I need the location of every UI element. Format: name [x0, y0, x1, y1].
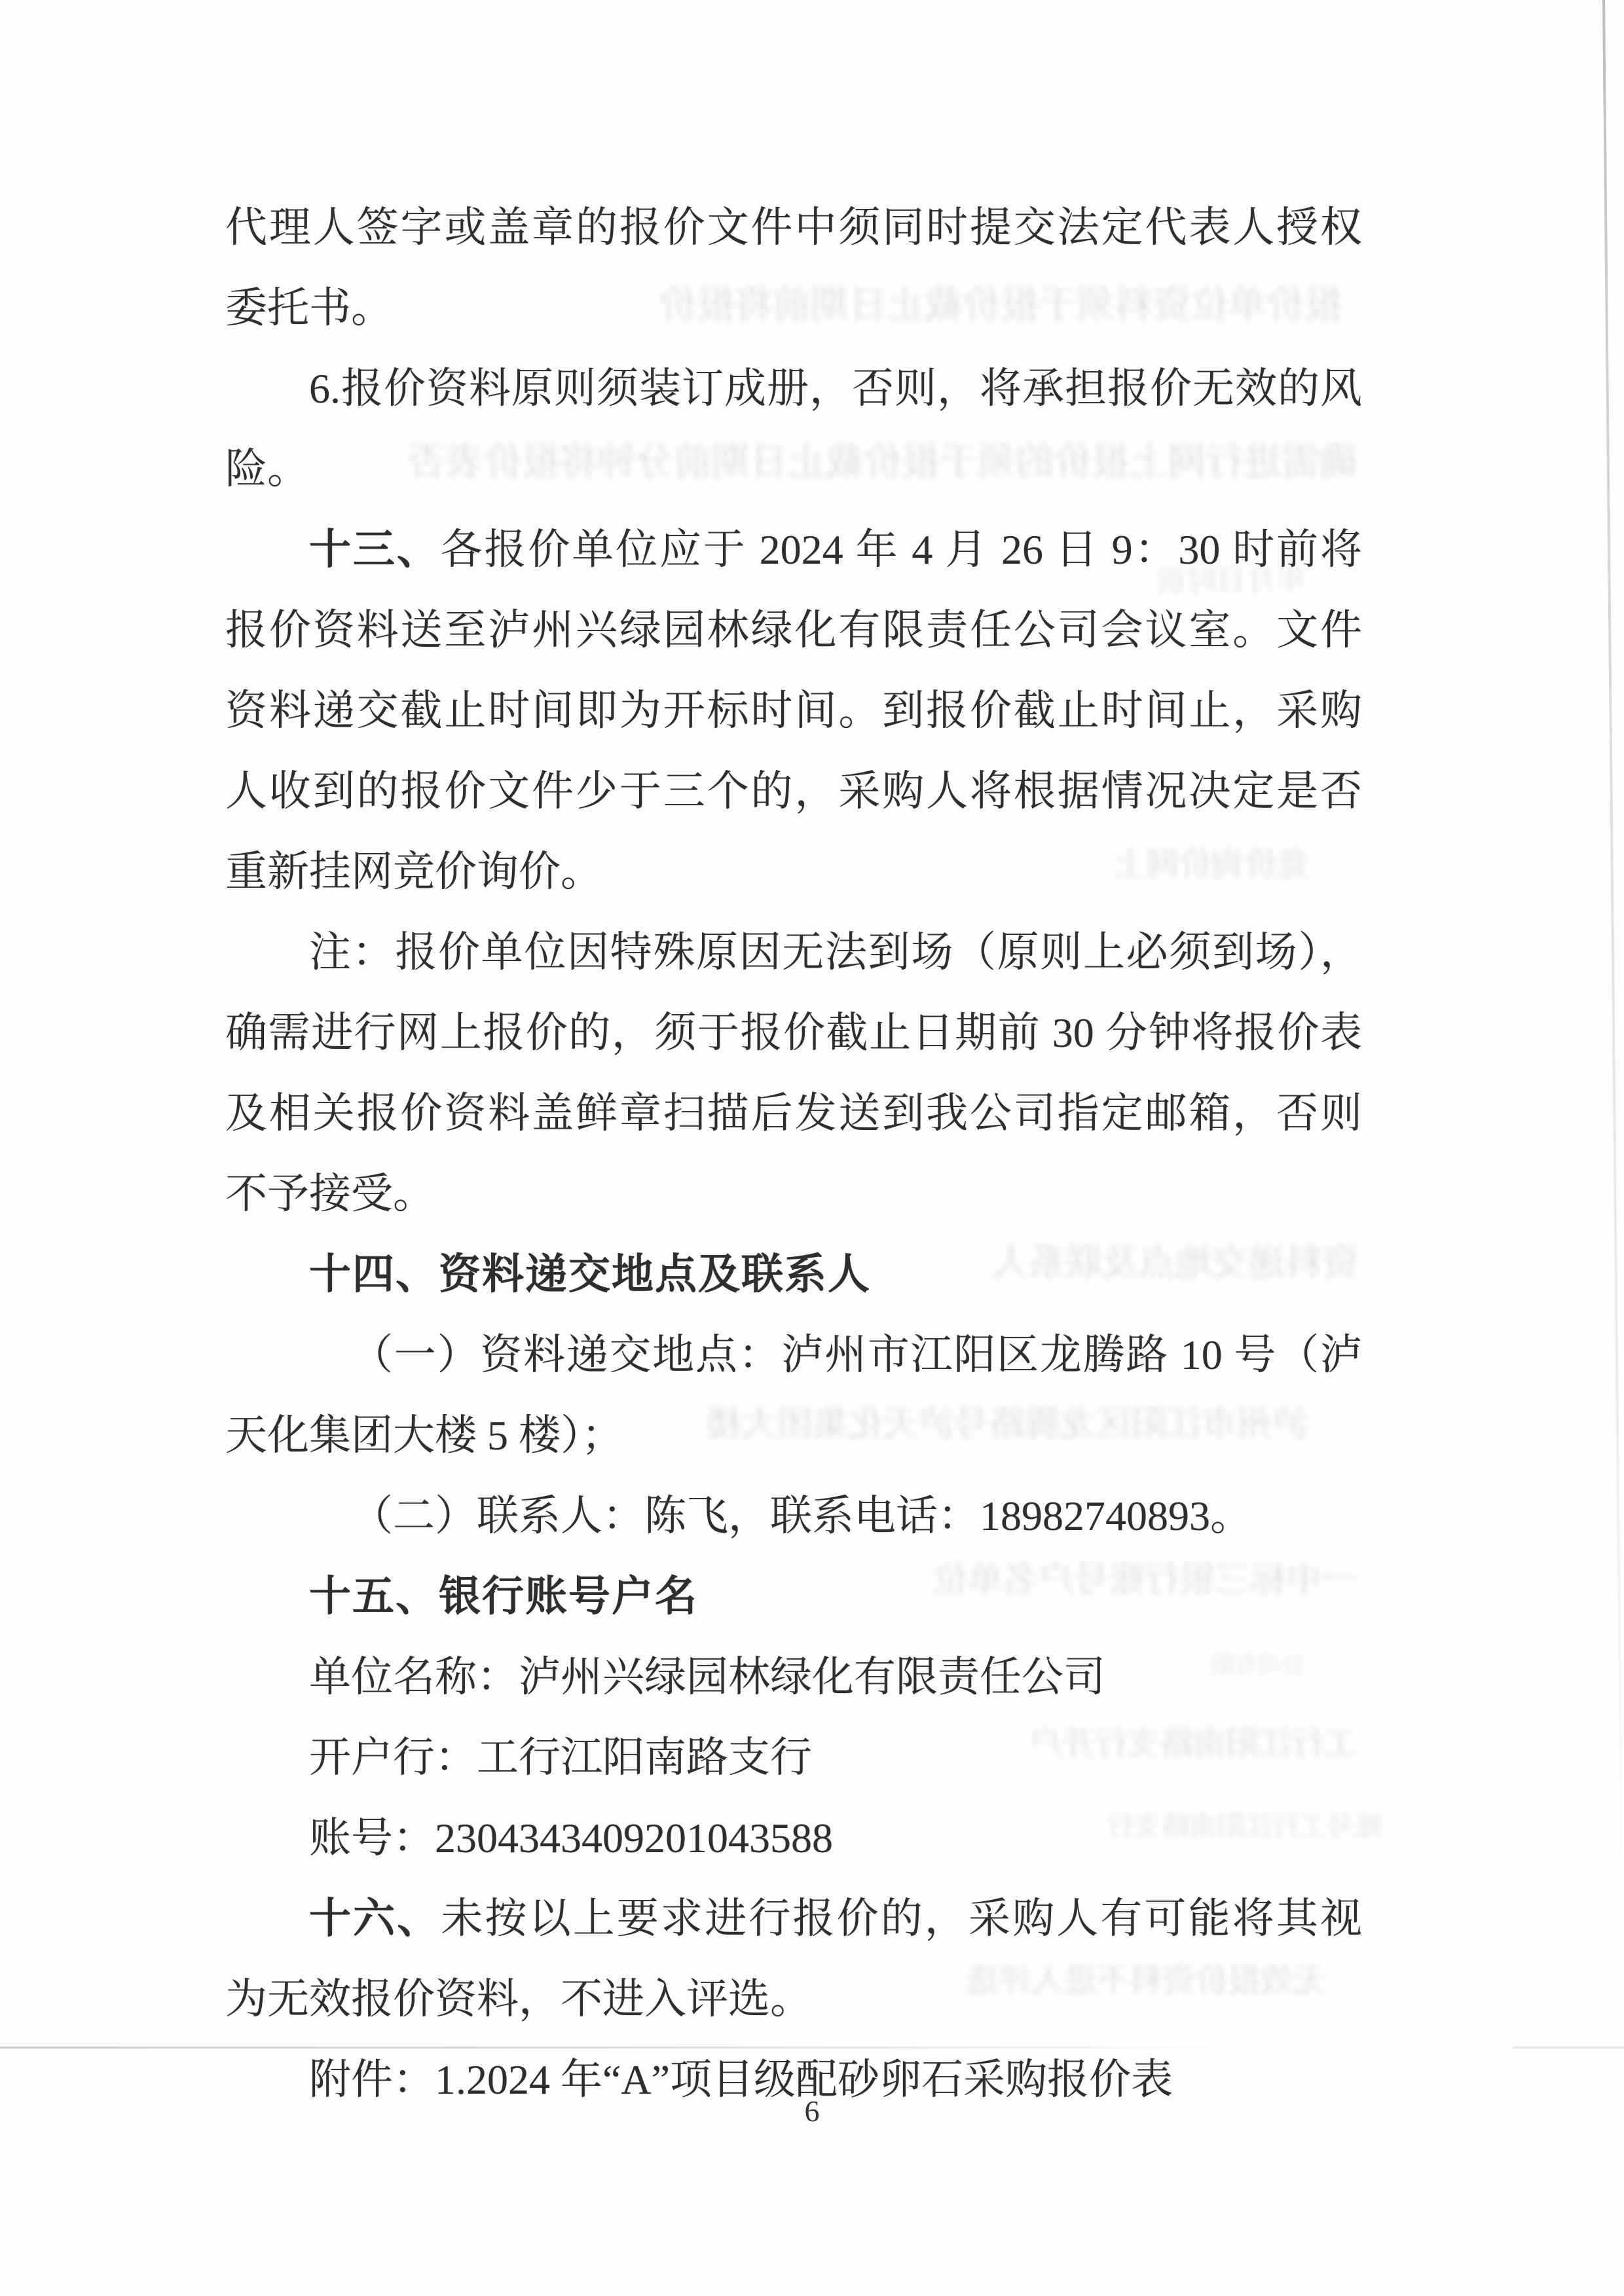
paragraph-line: 及相关报价资料盖鲜章扫描后发送到我公司指定邮箱，否则: [225, 1090, 1362, 1137]
scan-streak-vertical: [1602, 0, 1623, 1899]
line-text: 各报价单位应于 2024 年 4 月 26 日 9：30 时前将: [440, 526, 1362, 573]
paragraph-line-item-6: 6.报价资料原则须装订成册，否则，将承担报价无效的风: [309, 365, 1362, 412]
bleedthrough-artifact: 竞价询价网上: [1113, 847, 1310, 883]
delivery-address-line: 天化集团大楼 5 楼）；: [225, 1412, 623, 1459]
delivery-address-line: （一）资料递交地点：泸州市江阳区龙腾路 10 号（泸: [351, 1332, 1362, 1378]
account-holder-line: 单位名称：泸州兴绿园林绿化有限责任公司: [309, 1654, 1105, 1700]
bleedthrough-artifact: 确需进行网上报价的须于报价截止日期前分钟将报价表否: [407, 441, 1357, 483]
bleedthrough-artifact: 报价单位资料须于报价截止日期前将报价: [658, 284, 1342, 326]
bleedthrough-artifact: 一中标三银行账号户名单位: [932, 1561, 1357, 1599]
document-body: [225, 187, 1362, 2120]
paragraph-line: 重新挂网竞价询价。: [225, 848, 602, 895]
paragraph-line: 险。: [225, 446, 309, 492]
section-number: 十六、: [309, 1895, 441, 1942]
section-13-line: [225, 509, 1362, 590]
section-14-heading: 十四、资料递交地点及联系人: [309, 1250, 871, 1298]
section-number: 十三、: [309, 526, 441, 573]
note-line: 注：报价单位因特殊原因无法到场（原则上必须到场），: [309, 929, 1362, 975]
bleedthrough-artifact: 无效报价资料不进入评选: [966, 1963, 1326, 1999]
paragraph-line: 代理人签字或盖章的报价文件中须同时提交法定代表人授权: [225, 204, 1362, 251]
account-number-line: 账号：2304343409201043588: [309, 1815, 833, 1861]
paragraph-line: 资料递交截止时间即为开标时间。到报价截止时间止，采购: [225, 687, 1362, 734]
bleedthrough-artifact: 账号工行江阳南路支行: [1106, 1812, 1382, 1842]
page-number: 6: [804, 2094, 820, 2128]
paragraph-line: 不予接受。: [225, 1171, 435, 1217]
paragraph-line: 为无效报价资料，不进入评选。: [225, 1976, 812, 2022]
bleedthrough-artifact: 公司有限: [1210, 1652, 1305, 1678]
bleedthrough-artifact: 资料递交地点及联系人: [992, 1244, 1359, 1284]
bank-branch-line: 开户行：工行江阳南路支行: [309, 1734, 812, 1781]
paragraph-line: 报价资料送至泸州兴绿园林绿化有限责任公司会议室。文件: [225, 607, 1362, 653]
bleedthrough-artifact: 年月日时前: [1156, 564, 1306, 597]
section-15-heading: 十五、银行账号户名: [309, 1573, 698, 1620]
scan-streak-horizontal: [1513, 2047, 1624, 2049]
paragraph-line: 委托书。: [225, 285, 393, 331]
paragraph-line: 确需进行网上报价的，须于报价截止日期前 30 分钟将报价表: [225, 1010, 1362, 1056]
bleedthrough-artifact: 工行江阳南路支行开户: [1029, 1726, 1357, 1762]
line-text: 未按以上要求进行报价的，采购人有可能将其视: [441, 1895, 1363, 1942]
paragraph-line: 人收到的报价文件少于三个的，采购人将根据情况决定是否: [225, 768, 1362, 814]
contact-line: （二）联系人：陈飞，联系电话：18982740893。: [351, 1493, 1252, 1539]
section-16-line: [225, 1878, 1362, 1959]
attachment-line: 附件：1.2024 年“A”项目级配砂卵石采购报价表: [309, 2056, 1173, 2103]
bleedthrough-artifact: 泸州市江阳区龙腾路号泸天化集团大楼: [707, 1405, 1308, 1444]
